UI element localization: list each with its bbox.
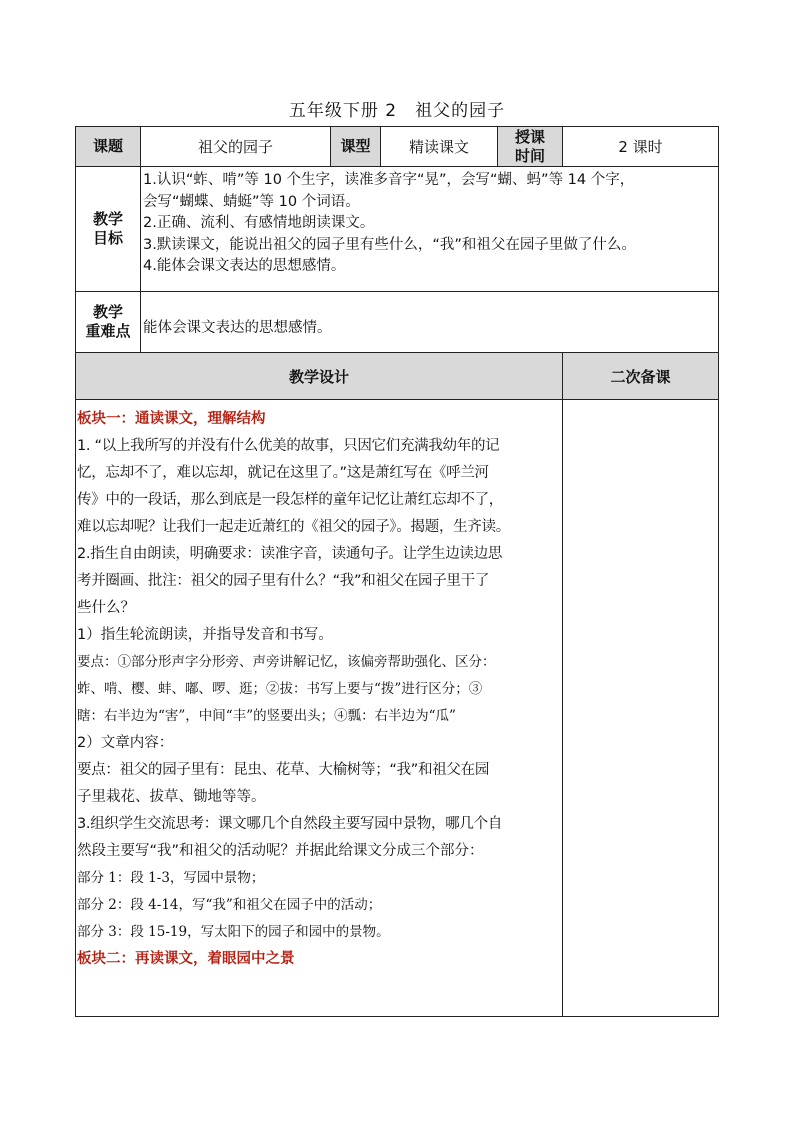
objective-line: 2.正确、流利、有感情地朗读课文。 — [143, 215, 375, 231]
second-prep-header-cell — [562, 352, 719, 400]
design-line: 然段主要写“我”和祖父的活动呢？并据此给课文分成三个部分： — [77, 843, 484, 859]
topic-label: 课题 — [92, 137, 123, 155]
design-line: 2.指生自由朗读，明确要求：读准字音，读通句子。让学生边读边思 — [77, 546, 503, 562]
design-line: 要点：①部分形声字分形旁、声旁讲解记忆，该偏旁帮助强化、区分： — [77, 654, 496, 670]
key-points-text: 能体会课文表达的思想感情。 — [143, 320, 332, 336]
objective-line: 会写“蝴蝶、蜻蜓”等 10 个词语。 — [143, 193, 360, 210]
design-line: 子里栽花、拔草、锄地等等。 — [77, 789, 266, 805]
design-line: 要点：祖父的园子里有：昆虫、花草、大榆树等；“我”和祖父在园 — [77, 762, 490, 778]
design-line: 忆，忘却不了，难以忘却，就记在这里了。”这是萧红写在《呼兰河 — [77, 465, 489, 481]
objective-line: 4.能体会课文表达的思想感情。 — [143, 258, 346, 274]
key-points-label-cell — [75, 291, 141, 353]
section-heading: 板块一：通读课文，理解结构 — [77, 411, 266, 427]
objectives-label-line1: 教学 — [92, 210, 123, 228]
design-line: 考并圈画、批注：祖父的园子里有什么？“我”和祖父在园子里干了 — [77, 573, 490, 589]
time-label-line1: 授课 — [514, 128, 545, 146]
key-points-label-line2: 重难点 — [85, 322, 131, 340]
design-line: 瞎：右半边为“害”，中间“丰”的竖要出头；④瓢：右半边为“瓜” — [77, 708, 456, 724]
design-line: 部分 1：段 1-3，写园中景物； — [77, 870, 265, 886]
design-line: 1）指生轮流朗读，并指导发音和书写。 — [77, 627, 333, 643]
time-value: 2 课时 — [618, 138, 663, 156]
key-points-label-line1: 教学 — [92, 303, 123, 321]
design-header-label: 教学设计 — [288, 367, 349, 386]
objectives-label-line2: 目标 — [92, 229, 123, 247]
design-line: 部分 2：段 4-14，写“我”和祖父在园子中的活动； — [77, 897, 382, 913]
design-line: 部分 3：段 15-19，写太阳下的园子和园中的景物。 — [77, 924, 390, 940]
second-prep-content — [562, 399, 719, 1017]
design-line: 1. “以上我所写的并没有什么优美的故事，只因它们充满我幼年的记 — [77, 438, 500, 454]
second-prep-header-label: 二次备课 — [610, 367, 671, 386]
objectives-label-cell — [75, 166, 141, 292]
topic-value-cell — [140, 126, 331, 167]
page-title: 五年级下册 2 祖父的园子 — [288, 101, 506, 121]
objective-line: 3.默读课文，能说出祖父的园子里有些什么，“我”和祖父在园子里做了什么。 — [143, 236, 636, 253]
section-heading: 板块二：再读课文，着眼园中之景 — [77, 951, 295, 967]
key-points-content — [140, 291, 719, 353]
objectives-content — [140, 166, 719, 292]
design-header-cell — [75, 352, 563, 400]
type-value-cell — [380, 126, 498, 167]
type-label: 课型 — [340, 137, 371, 155]
type-value: 精读课文 — [408, 138, 469, 156]
topic-label-cell — [75, 126, 141, 167]
design-content — [75, 399, 563, 1017]
type-label-cell — [330, 126, 381, 167]
time-label-line2: 时间 — [514, 147, 545, 165]
time-value-cell — [562, 126, 719, 167]
design-line: 蚱、啃、樱、蚌、嘟、啰、逛；②拔：书写上要与“拨”进行区分；③ — [77, 681, 483, 697]
time-label-cell — [497, 126, 563, 167]
objective-line: 1.认识“蚱、啃”等 10 个生字，读准多音字“晃”，会写“蝴、蚂”等 14 个字， — [143, 172, 635, 188]
design-line: 些什么？ — [77, 600, 135, 616]
design-line: 2）文章内容： — [77, 735, 174, 751]
design-line: 传》中的一段话，那么到底是一段怎样的童年记忆让萧红忘却不了， — [77, 492, 503, 508]
design-line: 难以忘却呢？让我们一起走近萧红的《祖父的园子》。揭题，生齐读。 — [77, 519, 510, 535]
design-line: 3.组织学生交流思考：课文哪几个自然段主要写园中景物，哪几个自 — [77, 816, 503, 832]
topic-value: 祖父的园子 — [197, 138, 273, 156]
